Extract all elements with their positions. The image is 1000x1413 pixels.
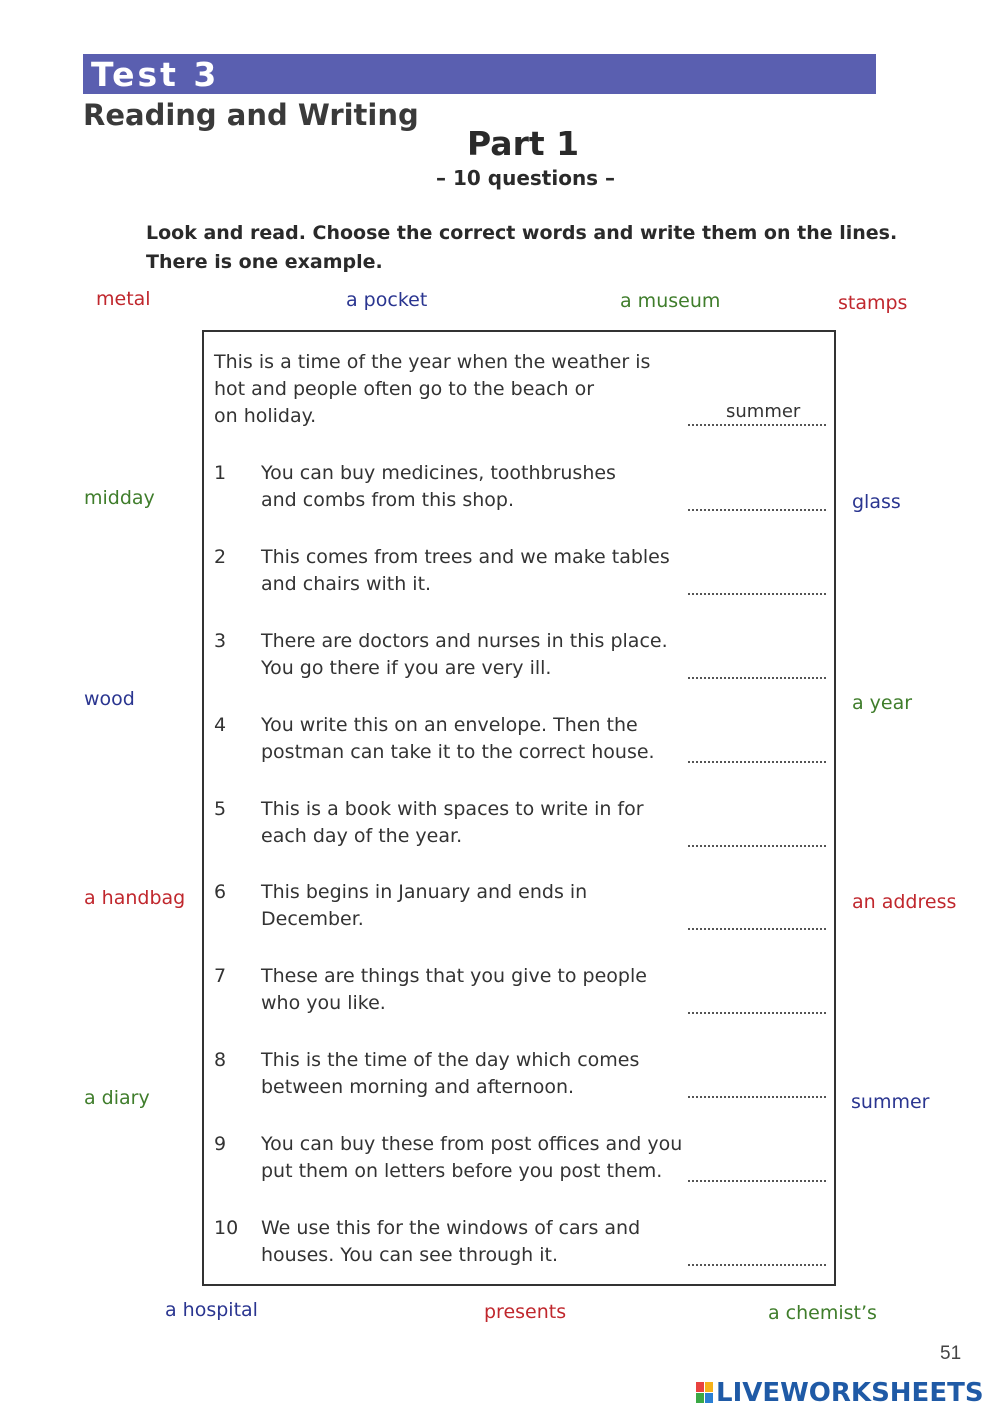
word-presents: presents	[484, 1301, 567, 1323]
word-glass: glass	[852, 491, 901, 513]
example-line-2: hot and people often go to the beach or	[214, 378, 594, 400]
word-wood: wood	[84, 688, 135, 710]
question-number: 9	[214, 1133, 227, 1155]
word-a-museum: a museum	[620, 290, 721, 312]
question-number: 5	[214, 798, 227, 820]
section-title: Reading and Writing	[83, 98, 419, 132]
answer-line-1[interactable]	[688, 509, 826, 511]
question-3-line-2: You go there if you are very ill.	[261, 657, 552, 679]
word-midday: midday	[84, 487, 155, 509]
example-line-3: on holiday.	[214, 405, 317, 427]
question-5-line-1: This is a book with spaces to write in for	[261, 798, 644, 820]
page-number: 51	[940, 1343, 962, 1364]
question-number: 1	[214, 462, 227, 484]
question-5-line-2: each day of the year.	[261, 825, 463, 847]
example-line-1: This is a time of the year when the weather is	[214, 351, 651, 373]
part-title: Part 1	[467, 124, 580, 163]
question-8-line-2: between morning and afternoon.	[261, 1076, 575, 1098]
question-1-line-1: You can buy medicines, toothbrushes	[261, 462, 616, 484]
question-7-line-1: These are things that you give to people	[261, 965, 647, 987]
part-subtitle: – 10 questions –	[436, 166, 616, 190]
word-a-handbag: a handbag	[84, 887, 186, 909]
test-title: Test 3	[91, 55, 220, 94]
word-a-chemists: a chemist’s	[768, 1302, 877, 1324]
word-a-pocket: a pocket	[346, 289, 428, 311]
example-answer-line	[688, 424, 826, 426]
word-a-year: a year	[852, 692, 913, 714]
answer-line-10[interactable]	[688, 1264, 826, 1266]
question-2-line-1: This comes from trees and we make tables	[261, 546, 670, 568]
liveworksheets-logo-text: LIVEWORKSHEETS	[716, 1378, 984, 1408]
example-answer: summer	[726, 401, 801, 422]
question-number: 2	[214, 546, 227, 568]
answer-line-3[interactable]	[688, 677, 826, 679]
test-banner	[83, 54, 876, 94]
question-number: 6	[214, 881, 227, 903]
answer-line-4[interactable]	[688, 761, 826, 763]
question-2-line-2: and chairs with it.	[261, 573, 432, 595]
word-metal: metal	[96, 288, 151, 310]
question-10-line-1: We use this for the windows of cars and	[261, 1217, 641, 1239]
liveworksheets-logo-icon	[696, 1382, 714, 1404]
answer-line-2[interactable]	[688, 593, 826, 595]
word-summer: summer	[851, 1091, 930, 1113]
question-3-line-1: There are doctors and nurses in this place.	[261, 630, 668, 652]
question-1-line-2: and combs from this shop.	[261, 489, 514, 511]
question-9-line-2: put them on letters before you post them.	[261, 1160, 663, 1182]
question-number: 4	[214, 714, 227, 736]
question-9-line-1: You can buy these from post offices and you	[261, 1133, 683, 1155]
question-6-line-1: This begins in January and ends in	[261, 881, 588, 903]
question-7-line-2: who you like.	[261, 992, 386, 1014]
question-4-line-1: You write this on an envelope. Then the	[261, 714, 638, 736]
word-stamps: stamps	[838, 292, 908, 314]
answer-line-9[interactable]	[688, 1180, 826, 1182]
question-8-line-1: This is the time of the day which comes	[261, 1049, 640, 1071]
instruction-line-1: Look and read. Choose the correct words and write them on the lines.	[146, 222, 898, 244]
word-a-diary: a diary	[84, 1087, 150, 1109]
word-an-address: an address	[852, 891, 957, 913]
answer-line-5[interactable]	[688, 845, 826, 847]
word-a-hospital: a hospital	[165, 1299, 258, 1321]
question-6-line-2: December.	[261, 908, 364, 930]
question-10-line-2: houses. You can see through it.	[261, 1244, 559, 1266]
answer-line-7[interactable]	[688, 1012, 826, 1014]
answer-line-8[interactable]	[688, 1096, 826, 1098]
question-number: 3	[214, 630, 227, 652]
question-4-line-2: postman can take it to the correct house.	[261, 741, 655, 763]
instruction-line-2: There is one example.	[146, 251, 383, 273]
question-number: 10	[214, 1217, 239, 1239]
question-number: 7	[214, 965, 227, 987]
answer-line-6[interactable]	[688, 928, 826, 930]
question-number: 8	[214, 1049, 227, 1071]
